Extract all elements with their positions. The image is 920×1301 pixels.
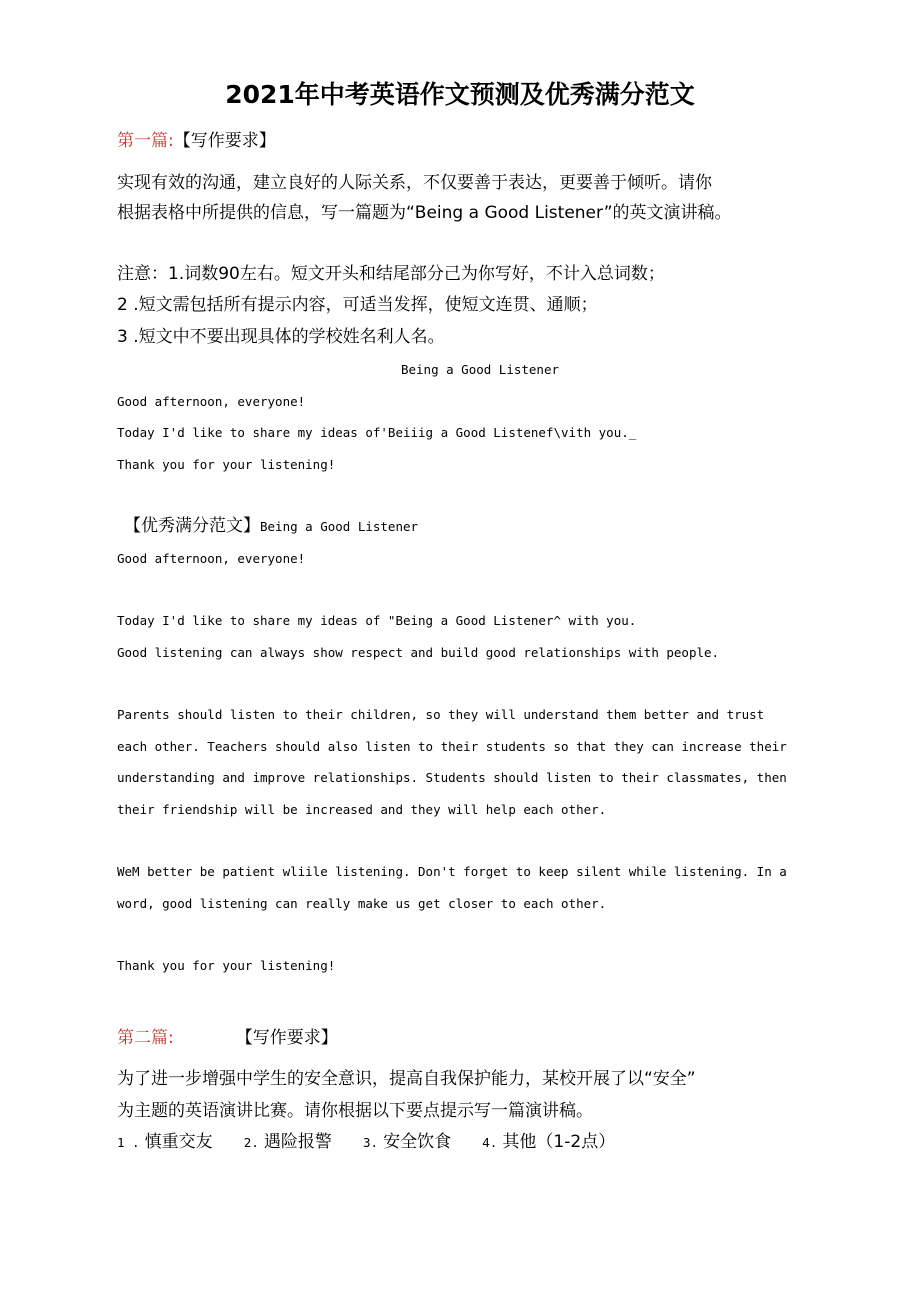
- sample-header: [124, 518, 418, 535]
- point-text: 安全饮食: [383, 1132, 452, 1152]
- part2-intro-line: 为了进一步增强中学生的安全意识，提高自我保护能力，某校开展了以“安全”: [117, 1069, 696, 1089]
- part2-requirement: 【写作要求】: [235, 1028, 338, 1048]
- point-number: 3.: [363, 1135, 379, 1150]
- sample-line: WeM better be patient wliile listening. Don't forget to keep silent while listening. In a: [117, 864, 787, 879]
- part1-requirement: 【写作要求】: [173, 131, 276, 151]
- part2-header: [117, 1030, 338, 1047]
- sample-line: understanding and improve relationships. Students should listen to their classmates, then: [117, 770, 787, 785]
- sample-line: word, good listening can really make us get closer to each other.: [117, 896, 607, 911]
- part1-note: 注意：1.词数90左右。短文开头和结尾部分己为你写好，不计入总词数；: [117, 264, 665, 284]
- document-title: 2021年中考英语作文预测及优秀满分范文: [225, 80, 695, 109]
- part1-intro-line: 根据表格中所提供的信息，写一篇题为“Being a Good Listener”的英文演讲稿。: [117, 203, 732, 223]
- point-text: 遇险报警: [263, 1132, 332, 1152]
- sample-title: Being a Good Listener: [260, 519, 419, 534]
- point-text: 其他（1-2点）: [502, 1132, 616, 1152]
- sample-line: Thank you for your listening!: [117, 958, 336, 973]
- sample-line: their friendship will be increased and they will help each other.: [117, 802, 607, 817]
- sample-line: each other. Teachers should also listen to their students so that they can increase their: [117, 739, 787, 754]
- point-number: 4.: [482, 1135, 498, 1150]
- sample-line: Good listening can always show respect and build good relationships with people.: [117, 645, 720, 660]
- part2-intro-line: 为主题的英语演讲比赛。请你根据以下要点提示写一篇演讲稿。: [117, 1101, 593, 1121]
- part1-note: 3 .短文中不要出现具体的学校姓名利人名。: [117, 327, 445, 347]
- part1-note: 2 .短文需包括所有提示内容，可适当发挥，使短文连贯、通顺；: [117, 295, 598, 315]
- point-text: 慎重交友: [144, 1132, 213, 1152]
- part2-points: [117, 1134, 615, 1151]
- part1-heading: 第一篇:: [117, 131, 174, 151]
- sample-line: Today I'd like to share my ideas of "Being a Good Listener^ with you.: [117, 613, 637, 628]
- template-line: Today I'd like to share my ideas of'Beiiig a Good Listenef\vith you._: [117, 425, 637, 440]
- template-line: Thank you for your listening!: [117, 457, 336, 472]
- sample-heading: 【优秀满分范文】: [124, 516, 260, 536]
- point-number: 1 .: [117, 1135, 140, 1150]
- sample-line: Good afternoon, everyone!: [117, 551, 306, 566]
- point-number: 2.: [243, 1135, 259, 1150]
- template-line: Good afternoon, everyone!: [117, 394, 306, 409]
- part1-header: [117, 133, 276, 150]
- sample-line: Parents should listen to their children, so they will understand them better and trust: [117, 707, 765, 722]
- part1-intro-line: 实现有效的沟通，建立良好的人际关系，不仅要善于表达，更要善于倾听。请你: [117, 173, 712, 193]
- template-title: Being a Good Listener: [400, 362, 560, 377]
- part2-heading: 第二篇:: [117, 1028, 174, 1048]
